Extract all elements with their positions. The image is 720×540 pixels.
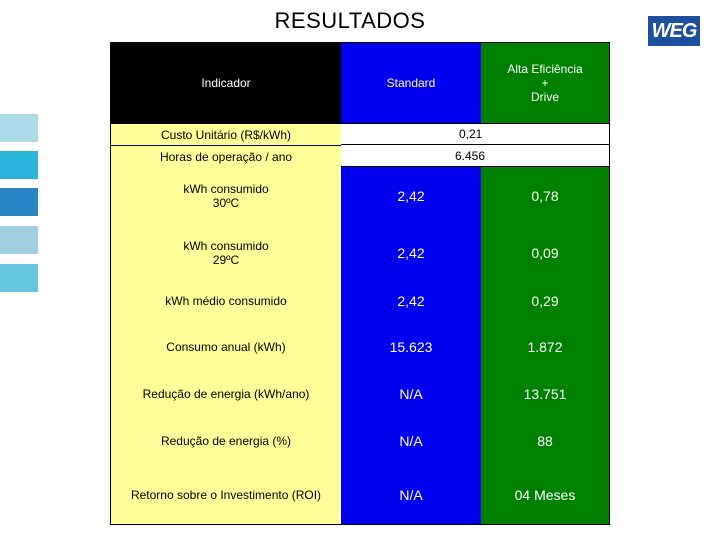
weg-logo: WEG	[648, 16, 700, 46]
side-square-1	[0, 114, 38, 142]
row-roi-standard: N/A	[341, 466, 481, 524]
row-annual-consumption-efficient: 1.872	[481, 321, 609, 372]
row-energy-reduction-pct-standard: N/A	[341, 416, 481, 466]
row-kwh-avg-efficient: 0,29	[481, 281, 609, 321]
row-roi-label: Retorno sobre o Investimento (ROI)	[111, 466, 341, 524]
operating-hours-value: 6.456	[341, 145, 609, 167]
row-label-line1: kWh consumido	[183, 181, 269, 196]
row-kwh-30-label	[111, 167, 341, 224]
row-kwh-30-standard: 2,42	[341, 167, 481, 224]
header-efficient-line3: Drive	[530, 90, 559, 104]
row-label-line2: 30ºC	[212, 195, 240, 210]
row-kwh-29-standard: 2,42	[341, 224, 481, 281]
header-indicator: Indicador	[111, 43, 341, 123]
row-kwh-avg-standard: 2,42	[341, 281, 481, 321]
row-label-line2: 29ºC	[212, 252, 240, 267]
row-kwh-avg-label: kWh médio consumido	[111, 281, 341, 321]
header-efficient	[481, 43, 609, 123]
unit-cost-value: 0,21	[341, 123, 609, 145]
row-energy-reduction-standard: N/A	[341, 372, 481, 416]
row-kwh-30-efficient: 0,78	[481, 167, 609, 224]
row-kwh-29-label	[111, 224, 341, 281]
row-kwh-29-efficient: 0,09	[481, 224, 609, 281]
side-square-4	[0, 226, 38, 254]
page-title: RESULTADOS	[274, 8, 426, 33]
row-energy-reduction-efficient: 13.751	[481, 372, 609, 416]
header-efficient-line1: Alta Eficiência	[507, 62, 583, 76]
row-roi-efficient: 04 Meses	[481, 466, 609, 524]
side-square-5	[0, 264, 38, 292]
header-efficient-line2: +	[541, 76, 549, 90]
row-energy-reduction-pct-label: Redução de energia (%)	[111, 416, 341, 466]
results-table	[110, 42, 610, 525]
side-square-2	[0, 151, 38, 179]
row-label-line1: kWh consumido	[183, 238, 269, 253]
row-energy-reduction-label: Redução de energia (kWh/ano)	[111, 372, 341, 416]
side-square-3	[0, 188, 38, 216]
row-annual-consumption-label: Consumo anual (kWh)	[111, 321, 341, 372]
unit-cost-label: Custo Unitário (R$/kWh)	[111, 123, 341, 145]
row-annual-consumption-standard: 15.623	[341, 321, 481, 372]
row-energy-reduction-pct-efficient: 88	[481, 416, 609, 466]
operating-hours-label: Horas de operação / ano	[111, 145, 341, 167]
header-standard: Standard	[341, 43, 481, 123]
